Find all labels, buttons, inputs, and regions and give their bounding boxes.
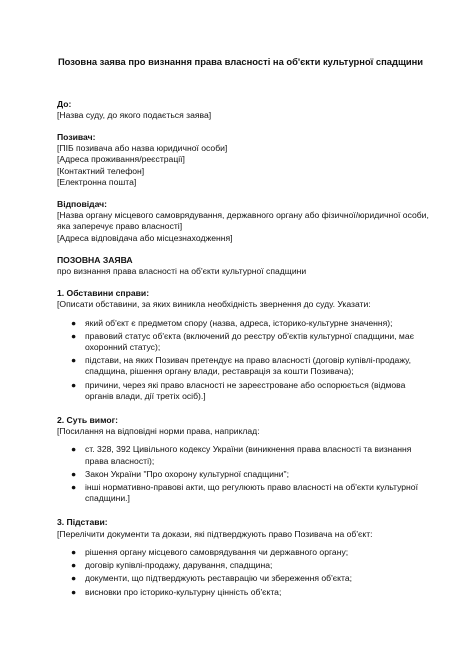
bullet-icon: ●	[71, 560, 77, 571]
list-item	[57, 444, 434, 466]
bullet-list	[57, 318, 434, 402]
bullet-list	[57, 444, 434, 504]
plaintiff-email-placeholder: [Електронна пошта]	[57, 176, 137, 187]
section-heading: 1. Обставини справи:	[57, 288, 150, 299]
section-heading: 2. Суть вимог:	[57, 415, 119, 426]
to-heading: До:	[57, 98, 72, 109]
bullet-icon: ●	[71, 573, 77, 584]
section-claims-essence	[57, 415, 434, 504]
document-title: Позовна заява про визнання права власності на об'єкти культурної спадщини	[57, 56, 424, 67]
plaintiff-address-placeholder: [Адреса проживання/реєстрації]	[57, 154, 185, 165]
claim-heading: ПОЗОВНА ЗАЯВА	[57, 254, 133, 265]
bullet-icon: ●	[71, 330, 77, 341]
plaintiff-section	[57, 132, 434, 188]
list-item-text: інші нормативно-правові акти, що регулюють право власності на об'єкти культурної спадщини.]	[85, 482, 418, 504]
section-intro: [Описати обставини, за яких виникла необхідність звернення до суду. Указати:	[57, 299, 371, 310]
section-circumstances	[57, 288, 434, 402]
bullet-icon: ●	[71, 468, 77, 479]
plaintiff-name-placeholder: [ПІБ позивача або назва юридичної особи]	[57, 143, 228, 154]
section-heading: 3. Підстави:	[57, 517, 108, 528]
list-item	[57, 469, 434, 480]
section-intro: [Перелічити документи та докази, які підтверджують право Позивача на об'єкт:	[57, 528, 373, 539]
list-item	[57, 547, 434, 558]
bullet-icon: ●	[71, 355, 77, 366]
list-item-text: договір купівлі-продажу, дарування, спадщина;	[85, 560, 273, 571]
list-item-text: правовий статус об'єкта (включений до реєстру об'єктів культурної спадщини, має охоронний статус);	[85, 330, 415, 353]
bullet-icon: ●	[71, 586, 77, 597]
defendant-name-placeholder: [Назва органу місцевого самоврядування, державного органу або фізичної/юридичної особи, яка заперечує право власності]	[57, 210, 429, 232]
list-item-text: Закон України "Про охорону культурної спадщини";	[85, 468, 289, 479]
defendant-section	[57, 199, 434, 244]
court-name-placeholder: [Назва суду, до якого подається заява]	[57, 109, 212, 120]
list-item	[57, 380, 434, 402]
list-item-text: висновки про історико-культурну цінність об'єкта;	[85, 586, 282, 597]
list-item	[57, 573, 434, 584]
list-item-text: документи, що підтверджують реставрацію чи збереження об'єкта;	[85, 573, 352, 584]
defendant-heading: Відповідач:	[57, 199, 108, 210]
list-item	[57, 355, 434, 377]
claim-section	[57, 255, 434, 277]
plaintiff-heading: Позивач:	[57, 132, 96, 142]
bullet-icon: ●	[71, 317, 77, 328]
section-grounds	[57, 517, 434, 597]
list-item-text: рішення органу місцевого самоврядування чи державного органу;	[85, 546, 349, 557]
list-item	[57, 560, 434, 571]
list-item-text: який об'єкт є предметом спору (назва, адреса, історико-культурне значення);	[85, 317, 393, 328]
to-section	[57, 99, 434, 121]
bullet-icon: ●	[71, 444, 77, 455]
bullet-list	[57, 547, 434, 598]
list-item	[57, 587, 434, 598]
list-item	[57, 318, 434, 329]
list-item-text: підстави, на яких Позивач претендує на право власності (договір купівлі-продажу, спадщина, рішення органу влади, реставрація за кошти Позивача);	[85, 355, 411, 377]
claim-subtitle: про визнання права власності на об'єкти культурної спадщини	[57, 266, 307, 277]
section-intro: [Посилання на відповідні норми права, наприклад:	[57, 426, 260, 437]
bullet-icon: ●	[71, 546, 77, 557]
plaintiff-phone-placeholder: [Контактний телефон]	[57, 165, 145, 176]
list-item-text: причини, через які право власності не зареєстроване або оспорюється (відмова органів влади, дії третіх осіб).]	[85, 379, 406, 401]
bullet-icon: ●	[71, 482, 77, 493]
list-item-text: ст. 328, 392 Цивільного кодексу України (виникнення права власності та визнання права власності);	[85, 444, 412, 466]
defendant-address-placeholder: [Адреса відповідача або місцезнаходження]	[57, 232, 233, 243]
list-item	[57, 331, 434, 353]
bullet-icon: ●	[71, 379, 77, 390]
list-item	[57, 482, 434, 504]
